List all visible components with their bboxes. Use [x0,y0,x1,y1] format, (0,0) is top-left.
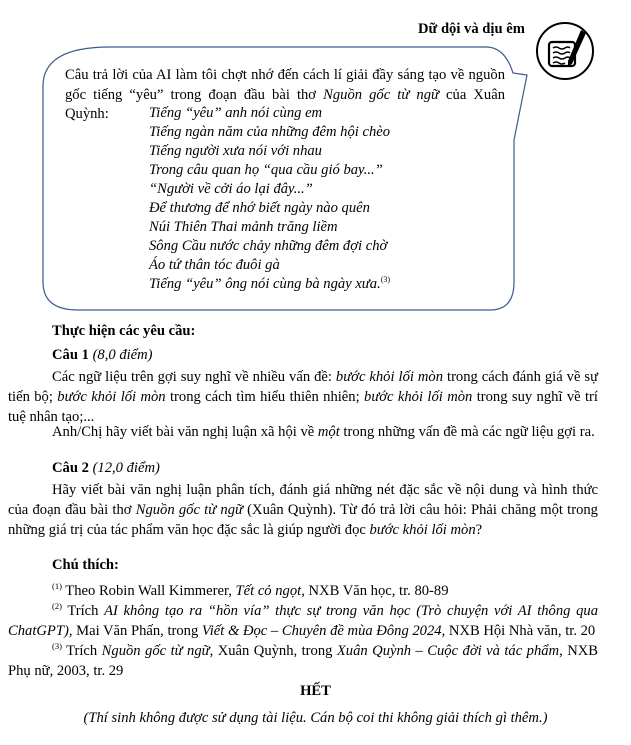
poem-line: Tiếng ngàn năm của những đêm hội chèo [149,124,391,140]
tasks-heading: Thực hiện các yêu cầu: [52,323,196,339]
poem-line: “Người về cởi áo lại đây...” [149,181,313,197]
poem [149,104,390,294]
poem-line: Núi Thiên Thai mảnh trăng liềm [149,219,338,235]
poem-line: Để thương để nhớ biết ngày nào quên [149,200,370,216]
footnote-3: $^{(3)}$ Trích Nguồn gốc từ ngữ, Xuân Quỳnh, trong Xuân Quỳnh – Cuộc đời và tác phẩm, NXB Phụ nữ, 2003, tr. 29 [8,641,599,679]
poem-line: Tiếng “yêu” ông nói cùng bà ngày xưa.$^{(3)}$ [149,275,391,292]
question-2-points: (12,0 điểm) [92,460,160,476]
footnote-marker: (3) [380,275,391,285]
question-1-heading: Câu 1 (8,0 điểm) [52,347,153,363]
section-title: Dữ dội và dịu êm [418,21,525,37]
question-1-points: (8,0 điểm) [92,347,153,363]
poem-line: Tiếng người xưa nói với nhau [149,143,322,159]
poem-title: Nguồn gốc từ ngữ [323,86,439,103]
poem-line: Áo tứ thân tóc đuôi gà [149,257,280,273]
footnote-2: $^{(2)}$ Trích AI không tạo ra “hồn vía” thực sự trong văn học (Trò chuyện với AI thông qua ChatGPT), Mai Văn Phấn, trong Viết & Đọc – Chuyên đề mùa Đông 2024, NXB Hội Nhà văn, tr. 20 [8,601,599,639]
footnote-1: $^{(1)}$ Theo Robin Wall Kimmerer, Tết cỏ ngọt, NXB Văn học, tr. 80-89 [52,581,449,599]
poem-line: Sông Cầu nước chảy những đêm đợi chờ [149,238,388,254]
question-1-paragraph: Các ngữ liệu trên gợi suy nghĩ về nhiều vấn đề: bước khỏi lối mòn trong cách đánh giá về sự tiến bộ; bước khỏi lối mòn trong cách tìm hiểu thiên nhiên; bước khỏi lối mòn trong suy nghĩ về trí tuệ nhân tạo;... [8,369,598,425]
quote-intro: Câu trả lời của AI làm tôi chợt nhớ đến cách lí giải đầy sáng tạo về nguồn gốc tiếng “yêu” trong đoạn đầu bài thơ Nguồn gốc từ ngữ của Xuân Quỳnh: [65,67,505,122]
poem-line: Tiếng “yêu” anh nói cùng em [149,105,323,121]
notes-heading: Chú thích: [52,557,119,573]
closing-note: (Thí sinh không được sử dụng tài liệu. Cán bộ coi thi không giải thích gì thêm.) [83,710,548,726]
question-1-prompt: Anh/Chị hãy viết bài văn nghị luận xã hội về một trong những vấn đề mà các ngữ liệu gợi ra. [52,424,595,440]
question-2-heading: Câu 2 (12,0 điểm) [52,460,160,476]
end-marker: HẾT [300,683,331,699]
poem-line: Trong câu quan họ “qua cầu gió bay...” [149,162,383,178]
question-2-paragraph: Hãy viết bài văn nghị luận phân tích, đánh giá những nét đặc sắc về nội dung và hình thức của đoạn đầu bài thơ Nguồn gốc từ ngữ (Xuân Quỳnh). Từ đó trả lời câu hỏi: Phải chăng một trong những giá trị của tác phẩm văn học đặc sắc là giúp người đọc bước khỏi lối mòn? [8,482,598,538]
